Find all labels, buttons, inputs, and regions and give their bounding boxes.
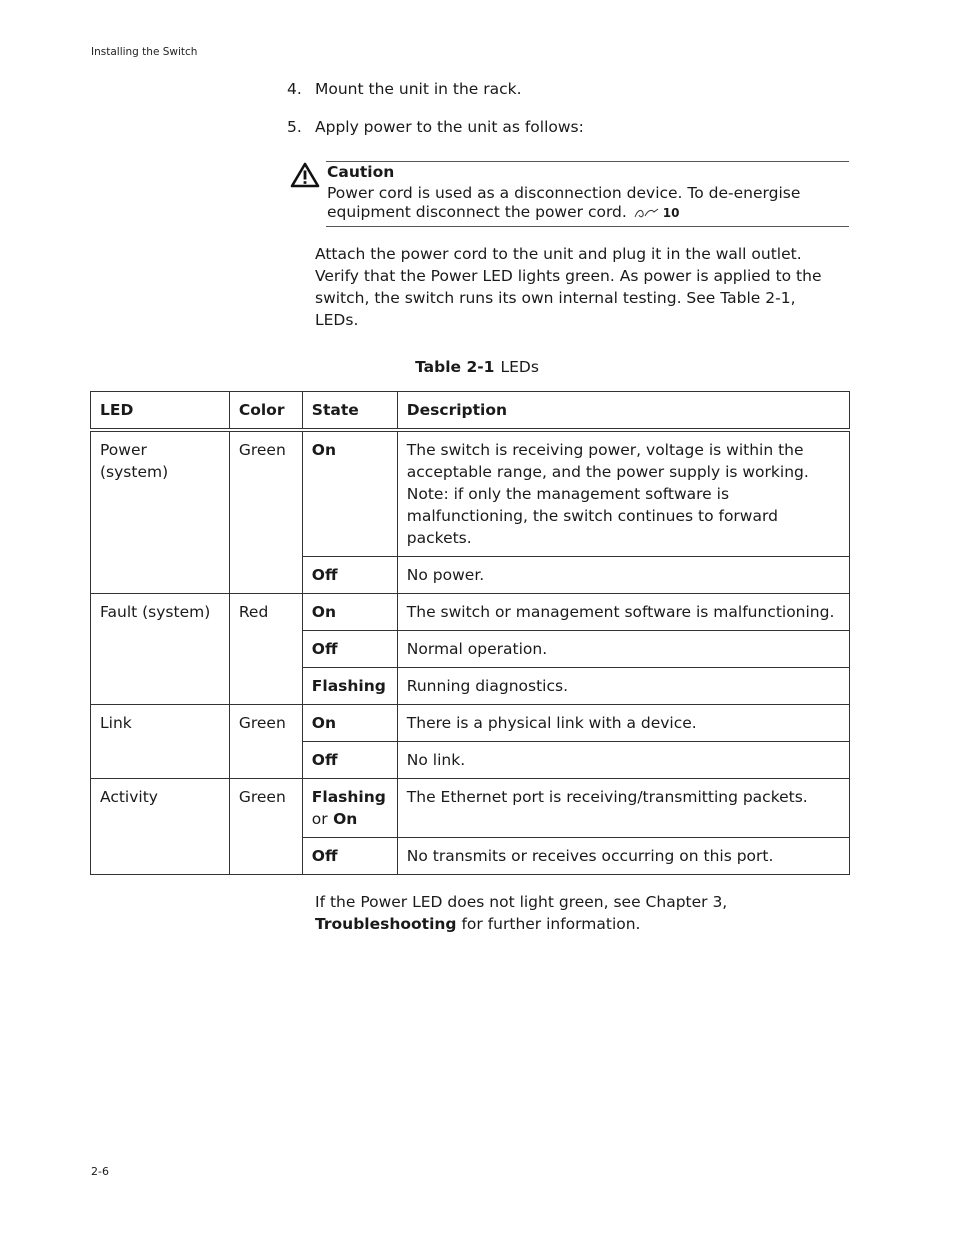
page-number: 2-6 [91,1165,109,1178]
table-header-row [91,392,850,431]
state-cell: Off [302,631,397,668]
table-row [91,779,850,838]
state-flashing: Flashing [311,788,386,806]
caution-top-rule [326,161,849,162]
led-cell: Link [91,705,230,779]
translation-reference-icon [634,207,660,219]
state-cell [302,779,397,838]
closing-text-before: If the Power LED does not light green, see Chapter 3, [315,893,728,911]
step-text: Mount the unit in the rack. [315,80,522,98]
caution-text [327,184,827,223]
table-caption-label: Table 2-1 [415,358,495,376]
description-cell: No transmits or receives occurring on this port. [397,838,849,875]
description-cell: The switch is receiving power, voltage is within the acceptable range, and the power supply is working. Note: if only the management software is malfunctioning, the switch continues to forward packets. [397,430,849,557]
closing-paragraph [315,891,835,935]
step-4 [287,80,522,98]
header-color: Color [229,392,302,431]
header-description: Description [397,392,849,431]
state-cell: On [302,594,397,631]
caution-bottom-rule [326,226,849,227]
state-cell: Flashing [302,668,397,705]
led-table [90,391,850,875]
intro-paragraph: Attach the power cord to the unit and plug it in the wall outlet. Verify that the Power LED lights green. As power is applied to the switch, the switch runs its own internal testing. See Table 2-1, LEDs. [315,245,822,329]
description-cell: Running diagnostics. [397,668,849,705]
state-cell: Off [302,838,397,875]
step-text: Apply power to the unit as follows: [315,118,584,136]
header-state: State [302,392,397,431]
caution-title: Caution [327,163,395,181]
description-cell: There is a physical link with a device. [397,705,849,742]
color-cell: Green [229,430,302,594]
color-cell: Green [229,779,302,875]
state-or: or [311,810,328,828]
table-caption-title: LEDs [500,358,539,376]
description-cell: The switch or management software is malfunctioning. [397,594,849,631]
header-led: LED [91,392,230,431]
state-cell: Off [302,742,397,779]
table-row [91,705,850,742]
troubleshooting-reference: Troubleshooting [315,915,457,933]
closing-text-after: for further information. [461,915,641,933]
led-cell: Power (system) [91,430,230,594]
state-cell: On [302,705,397,742]
description-cell: Normal operation. [397,631,849,668]
table-caption [0,358,954,376]
state-cell: On [302,430,397,557]
led-cell: Fault (system) [91,594,230,705]
color-cell: Red [229,594,302,705]
led-cell: Activity [91,779,230,875]
step-5 [287,118,584,136]
table-row [91,430,850,557]
warning-triangle-icon [290,162,320,188]
description-cell: The Ethernet port is receiving/transmitting packets. [397,779,849,838]
description-cell: No power. [397,557,849,594]
description-cell: No link. [397,742,849,779]
table-row [91,594,850,631]
step-number: 5. [287,118,302,136]
caution-body: Power cord is used as a disconnection device. To de-energise equipment disconnect the power cord. [327,184,801,221]
state-cell: Off [302,557,397,594]
running-header: Installing the Switch [91,46,198,58]
step-number: 4. [287,80,302,98]
caution-reference-number: 10 [662,206,680,220]
color-cell: Green [229,705,302,779]
state-on: On [333,810,358,828]
